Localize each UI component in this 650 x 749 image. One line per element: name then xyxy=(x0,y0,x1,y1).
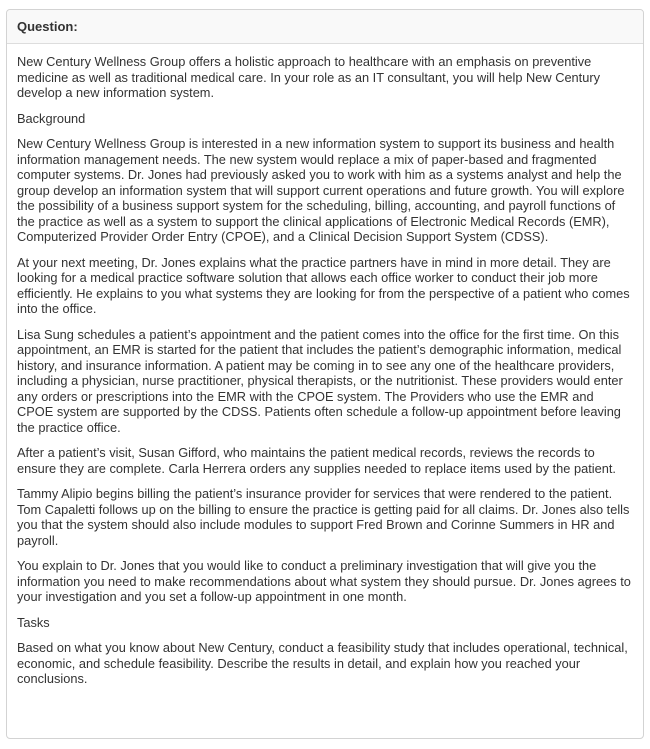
intro-paragraph: New Century Wellness Group offers a holistic approach to healthcare with an emphasis on preventive medicine as well as traditional medical care. In your role as an IT consultant, you will help New Century develop a new information system. xyxy=(17,54,601,100)
question-label: Question: xyxy=(17,19,78,34)
billing-paragraph: Tammy Alipio begins billing the patient’s insurance provider for services that were rendered to the patient. Tom Capaletti follows up on the billing to ensure the practice is getting paid for all claims. Dr. Jones also tells you that the system should also include modules to support Fred Brown and Corinne Summers in HR and payroll. xyxy=(17,486,630,548)
question-header xyxy=(7,10,643,44)
tasks-heading: Tasks xyxy=(17,614,50,630)
meeting-paragraph: At your next meeting, Dr. Jones explains what the practice partners have in mind in more detail. They are looking for a medical practice software solution that allows each office worker to conduct their job more efficiently. He explains to you what systems they are looking for from the perspective of a patient who comes into the office. xyxy=(17,254,630,316)
background-heading: Background xyxy=(17,110,86,126)
background-paragraph: New Century Wellness Group is interested in a new information system to support its business and health information management needs. The new system would replace a mix of paper-based and fragmented computer systems. Dr. Jones had previously asked you to work with him as a systems analyst and help the group develop an information system that will support current operations and future growth. You will explore the possibility of a business support system for the scheduling, billing, accounting, and payroll functions of the practice as well as a system to support the clinical applications of Electronic Medical Records (EMR), Computerized Provider Order Entry (CPOE), and a Clinical Decision Support System (CDSS). xyxy=(17,136,625,244)
patient-visit-paragraph: Lisa Sung schedules a patient’s appointment and the patient comes into the office for the first time. On this appointment, an EMR is started for the patient that includes the patient’s demographic information, medical history, and insurance information. A patient may be coming in to see any one of the healthcare providers, including a physician, nurse practitioner, physical therapists, or the nutritionist. These providers would enter any orders or prescriptions into the EMR with the CPOE system. The Providers who use the EMR and CPOE system are supported by the CDSS. Patients often schedule a follow-up appointment before leaving the practice office. xyxy=(17,326,623,435)
records-paragraph: After a patient’s visit, Susan Gifford, who maintains the patient medical records, reviews the records to ensure they are complete. Carla Herrera orders any supplies needed to replace items used by the patient. xyxy=(17,445,616,476)
question-card xyxy=(6,9,644,739)
question-body xyxy=(7,44,643,687)
tasks-paragraph: Based on what you know about New Century, conduct a feasibility study that includes operational, technical, economic, and schedule feasibility. Describe the results in detail, and explain how you reached your conclusions. xyxy=(17,640,628,686)
investigation-paragraph: You explain to Dr. Jones that you would like to conduct a preliminary investigation that will give you the information you need to make recommendations about what system they should pursue. Dr. Jones agrees to your investigation and you set a follow-up appointment in one month. xyxy=(17,558,631,604)
